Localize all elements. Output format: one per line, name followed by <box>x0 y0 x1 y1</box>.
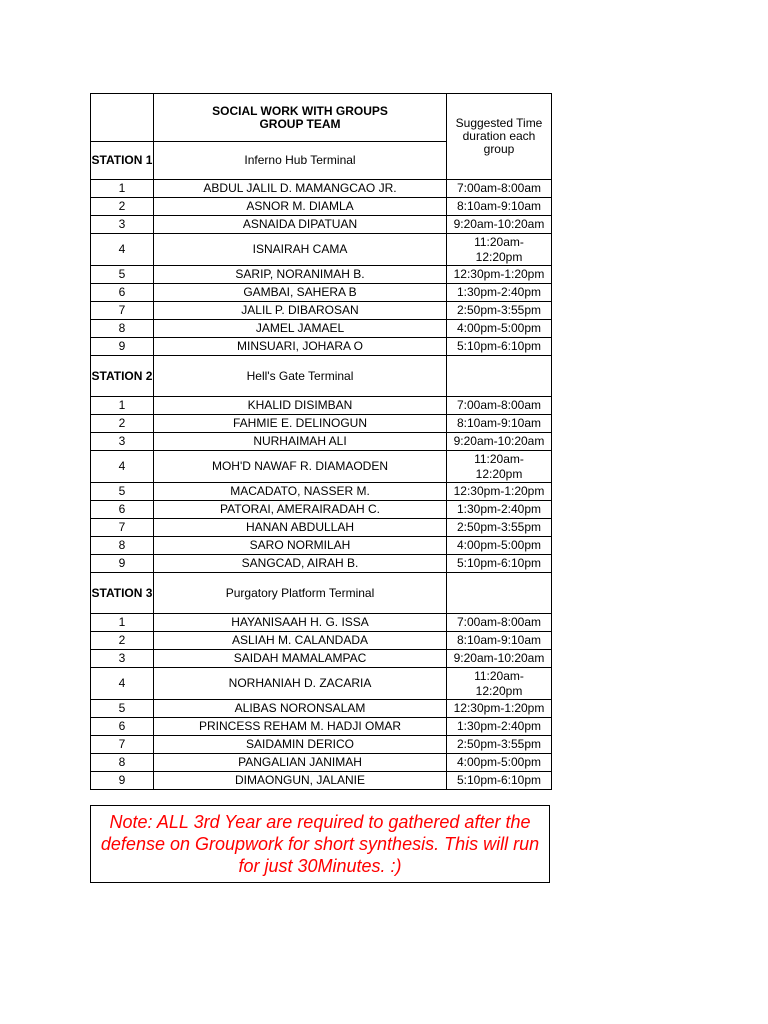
member-name: JAMEL JAMAEL <box>154 320 447 338</box>
table-row <box>91 266 552 284</box>
header-row <box>91 94 552 142</box>
row-number: 3 <box>91 433 154 451</box>
member-name: ASLIAH M. CALANDADA <box>154 632 447 650</box>
table-row <box>91 718 552 736</box>
row-number: 7 <box>91 302 154 320</box>
table-row <box>91 537 552 555</box>
member-name: NURHAIMAH ALI <box>154 433 447 451</box>
group-title-line1: SOCIAL WORK WITH GROUPS <box>212 103 388 118</box>
time-slot: 9:20am-10:20am <box>447 650 552 668</box>
time-slot: 2:50pm-3:55pm <box>447 519 552 537</box>
schedule-table-body <box>91 94 552 790</box>
member-name: FAHMIE E. DELINOGUN <box>154 415 447 433</box>
time-slot: 7:00am-8:00am <box>447 180 552 198</box>
time-slot: 8:10am-9:10am <box>447 198 552 216</box>
station-name: Inferno Hub Terminal <box>154 142 447 180</box>
table-row <box>91 302 552 320</box>
table-row <box>91 772 552 790</box>
row-number: 7 <box>91 736 154 754</box>
time-slot: 5:10pm-6:10pm <box>447 555 552 573</box>
time-slot: 2:50pm-3:55pm <box>447 302 552 320</box>
time-slot: 12:30pm-1:20pm <box>447 483 552 501</box>
table-row <box>91 700 552 718</box>
member-name: ASNOR M. DIAMLA <box>154 198 447 216</box>
member-name: MACADATO, NASSER M. <box>154 483 447 501</box>
time-slot: 4:00pm-5:00pm <box>447 537 552 555</box>
row-number: 2 <box>91 632 154 650</box>
table-row <box>91 519 552 537</box>
row-number: 6 <box>91 718 154 736</box>
time-slot: 4:00pm-5:00pm <box>447 320 552 338</box>
member-name: SAIDAMIN DERICO <box>154 736 447 754</box>
time-slot: 11:20am-12:20pm <box>447 451 552 483</box>
member-name: ISNAIRAH CAMA <box>154 234 447 266</box>
member-name: HANAN ABDULLAH <box>154 519 447 537</box>
row-number: 4 <box>91 234 154 266</box>
table-row <box>91 180 552 198</box>
time-slot: 5:10pm-6:10pm <box>447 338 552 356</box>
time-slot: 7:00am-8:00am <box>447 614 552 632</box>
member-name: SARO NORMILAH <box>154 537 447 555</box>
table-row <box>91 650 552 668</box>
table-row <box>91 483 552 501</box>
table-row <box>91 614 552 632</box>
member-name: DIMAONGUN, JALANIE <box>154 772 447 790</box>
station-label: STATION 3 <box>91 573 154 614</box>
row-number: 3 <box>91 216 154 234</box>
time-slot: 2:50pm-3:55pm <box>447 736 552 754</box>
member-name: MINSUARI, JOHARA O <box>154 338 447 356</box>
time-slot: 11:20am-12:20pm <box>447 234 552 266</box>
time-slot: 1:30pm-2:40pm <box>447 501 552 519</box>
time-duration-header: Suggested Time duration each group <box>447 94 552 180</box>
member-name: SANGCAD, AIRAH B. <box>154 555 447 573</box>
group-title-line2: GROUP TEAM <box>259 116 341 131</box>
table-row <box>91 754 552 772</box>
row-number: 9 <box>91 555 154 573</box>
member-name: JALIL P. DIBAROSAN <box>154 302 447 320</box>
station-header-row <box>91 356 552 397</box>
row-number: 4 <box>91 451 154 483</box>
time-slot: 8:10am-9:10am <box>447 632 552 650</box>
table-row <box>91 397 552 415</box>
member-name: GAMBAI, SAHERA B <box>154 284 447 302</box>
table-row <box>91 338 552 356</box>
row-number: 5 <box>91 483 154 501</box>
member-name: ALIBAS NORONSALAM <box>154 700 447 718</box>
member-name: ASNAIDA DIPATUAN <box>154 216 447 234</box>
table-row <box>91 501 552 519</box>
table-row <box>91 234 552 266</box>
station-time-empty-cell <box>447 573 552 614</box>
row-number: 1 <box>91 397 154 415</box>
header-empty-cell <box>91 94 154 142</box>
table-row <box>91 555 552 573</box>
time-slot: 7:00am-8:00am <box>447 397 552 415</box>
table-row <box>91 198 552 216</box>
member-name: MOH'D NAWAF R. DIAMAODEN <box>154 451 447 483</box>
row-number: 2 <box>91 198 154 216</box>
table-row <box>91 433 552 451</box>
member-name: KHALID DISIMBAN <box>154 397 447 415</box>
time-slot: 4:00pm-5:00pm <box>447 754 552 772</box>
time-slot: 11:20am-12:20pm <box>447 668 552 700</box>
row-number: 5 <box>91 700 154 718</box>
table-row <box>91 415 552 433</box>
station-name: Purgatory Platform Terminal <box>154 573 447 614</box>
table-row <box>91 451 552 483</box>
row-number: 8 <box>91 537 154 555</box>
table-row <box>91 320 552 338</box>
time-slot: 12:30pm-1:20pm <box>447 700 552 718</box>
member-name: HAYANISAAH H. G. ISSA <box>154 614 447 632</box>
row-number: 6 <box>91 284 154 302</box>
member-name: PATORAI, AMERAIRADAH C. <box>154 501 447 519</box>
time-slot: 1:30pm-2:40pm <box>447 284 552 302</box>
row-number: 5 <box>91 266 154 284</box>
member-name: PRINCESS REHAM M. HADJI OMAR <box>154 718 447 736</box>
table-row <box>91 632 552 650</box>
schedule-table <box>90 93 552 790</box>
row-number: 4 <box>91 668 154 700</box>
row-number: 9 <box>91 772 154 790</box>
note-text: Note: ALL 3rd Year are required to gathered after the defense on Groupwork for short synthesis. This will run for just 30Minutes. :) <box>100 812 540 876</box>
time-slot: 1:30pm-2:40pm <box>447 718 552 736</box>
station-name: Hell's Gate Terminal <box>154 356 447 397</box>
station-label: STATION 1 <box>91 142 154 180</box>
table-row <box>91 668 552 700</box>
time-slot: 8:10am-9:10am <box>447 415 552 433</box>
station-header-row <box>91 573 552 614</box>
time-slot: 9:20am-10:20am <box>447 433 552 451</box>
station-label: STATION 2 <box>91 356 154 397</box>
row-number: 6 <box>91 501 154 519</box>
member-name: NORHANIAH D. ZACARIA <box>154 668 447 700</box>
member-name: SAIDAH MAMALAMPAC <box>154 650 447 668</box>
time-slot: 9:20am-10:20am <box>447 216 552 234</box>
row-number: 1 <box>91 180 154 198</box>
group-title-cell <box>154 94 447 142</box>
table-row <box>91 736 552 754</box>
row-number: 3 <box>91 650 154 668</box>
row-number: 8 <box>91 320 154 338</box>
table-row <box>91 216 552 234</box>
member-name: ABDUL JALIL D. MAMANGCAO JR. <box>154 180 447 198</box>
row-number: 9 <box>91 338 154 356</box>
member-name: PANGALIAN JANIMAH <box>154 754 447 772</box>
row-number: 7 <box>91 519 154 537</box>
table-row <box>91 284 552 302</box>
member-name: SARIP, NORANIMAH B. <box>154 266 447 284</box>
note-box <box>90 805 550 883</box>
row-number: 1 <box>91 614 154 632</box>
time-slot: 5:10pm-6:10pm <box>447 772 552 790</box>
station-time-empty-cell <box>447 356 552 397</box>
row-number: 8 <box>91 754 154 772</box>
row-number: 2 <box>91 415 154 433</box>
time-slot: 12:30pm-1:20pm <box>447 266 552 284</box>
